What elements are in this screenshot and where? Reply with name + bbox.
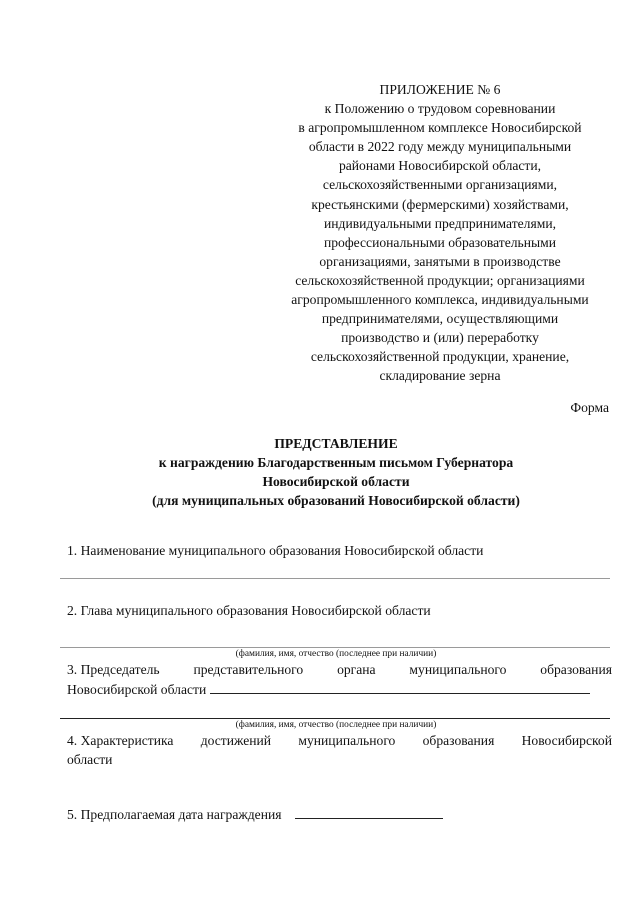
appendix-line: к Положению о трудовом соревновании — [324, 101, 556, 117]
item-5-date-fill-line[interactable] — [295, 804, 443, 819]
item-3-word: образования — [540, 662, 612, 677]
fio-caption: (фамилия, имя, отчество (последнее при наличии) — [235, 720, 437, 730]
appendix-line: крестьянскими (фермерскими) хозяйствами, — [311, 196, 569, 212]
item-4-word: Новосибирской — [521, 733, 612, 748]
title-line: ПРЕДСТАВЛЕНИЕ — [274, 436, 398, 451]
appendix-line: предпринимателями, осуществляющими — [321, 311, 559, 327]
item-1-municipality-name: 1. Наименование муниципального образования Новосибирской области — [67, 543, 484, 558]
title-line: (для муниципальных образований Новосибирской области) — [152, 493, 520, 508]
item-2-head-of-municipality: 2. Глава муниципального образования Новосибирской области — [67, 603, 431, 618]
item-3-bottom-rule[interactable] — [60, 718, 610, 719]
item-3-word: органа — [337, 662, 376, 677]
form-label: Форма — [570, 400, 609, 415]
item-4-word: образования — [422, 733, 495, 748]
fio-caption: (фамилия, имя, отчество (последнее при наличии) — [235, 649, 437, 659]
item-3-chairman — [67, 660, 612, 699]
title-line: к награждению Благодарственным письмом Губернатора — [158, 455, 514, 470]
appendix-line: организациями, занятыми в производстве — [319, 253, 561, 269]
appendix-line: профессиональными образовательными — [323, 234, 557, 250]
appendix-line: агропромышленного комплекса, индивидуальными — [291, 292, 589, 308]
title-line: Новосибирской области — [262, 474, 410, 489]
item-3-word: 3. Председатель — [67, 662, 160, 677]
appendix-line: сельскохозяйственными организациями, — [322, 177, 558, 193]
item-2-fill-line[interactable] — [60, 647, 610, 648]
appendix-line: производство и (или) переработку — [341, 330, 539, 346]
item-3-line-2 — [67, 679, 612, 699]
item-3-word: представительного — [193, 662, 304, 677]
appendix-line: складирование зерна — [379, 368, 501, 384]
item-3-fill-line[interactable] — [210, 679, 590, 694]
appendix-line: районами Новосибирской области, — [338, 158, 542, 174]
item-3-word: муниципального — [409, 662, 507, 677]
item-4-line-1 — [67, 731, 612, 750]
item-3-line-2-text: Новосибирской области — [67, 682, 207, 697]
appendix-line: сельскохозяйственной продукции; организациями — [295, 272, 585, 288]
item-4-word: достижений — [200, 733, 272, 748]
appendix-line: в агропромышленном комплексе Новосибирской — [298, 120, 582, 136]
item-4-word: муниципального — [298, 733, 396, 748]
appendix-line: сельскохозяйственной продукции, хранение, — [310, 349, 570, 365]
item-4-word: 4. Характеристика — [67, 733, 174, 748]
appendix-line: ПРИЛОЖЕНИЕ № 6 — [379, 82, 501, 97]
item-5-label: 5. Предполагаемая дата награждения — [67, 807, 282, 822]
item-4-achievements — [67, 731, 612, 769]
item-5-award-date — [67, 804, 612, 824]
document-title — [60, 434, 612, 510]
appendix-line: области в 2022 году между муниципальными — [308, 139, 572, 155]
item-1-fill-line[interactable] — [60, 578, 610, 579]
appendix-header — [262, 80, 618, 386]
item-3-line-1 — [67, 660, 612, 679]
item-4-line-2: области — [67, 752, 113, 767]
appendix-line: индивидуальными предпринимателями, — [323, 215, 556, 231]
